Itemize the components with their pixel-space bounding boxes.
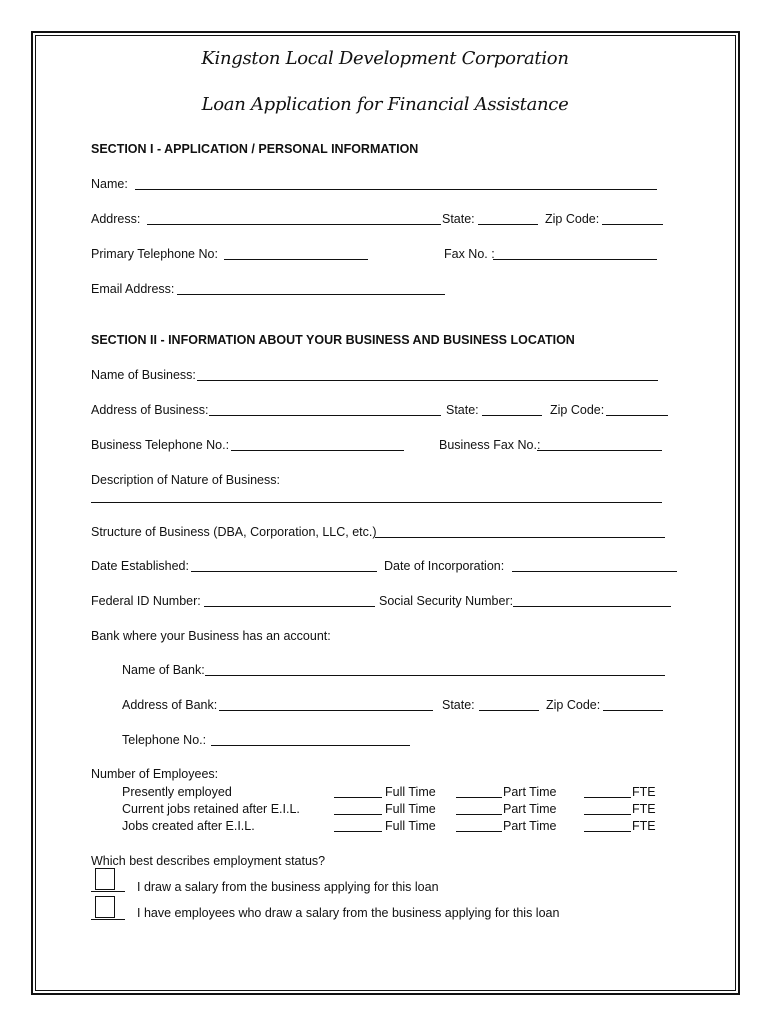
business-address-label: Address of Business: — [91, 403, 209, 417]
bank-state-label: State: — [442, 698, 475, 712]
zip-field[interactable] — [602, 224, 663, 225]
bank-name-field[interactable] — [205, 675, 665, 676]
structure-label: Structure of Business (DBA, Corporation, LLC, etc.) — [91, 525, 377, 539]
retained-fte-field[interactable] — [584, 814, 631, 815]
bank-name-label: Name of Bank: — [122, 663, 205, 677]
address-label: Address: — [91, 212, 141, 226]
business-zip-label: Zip Code: — [550, 403, 605, 417]
full-time-label: Full Time — [385, 819, 436, 833]
full-time-label: Full Time — [385, 785, 436, 799]
bank-intro: Bank where your Business has an account: — [91, 629, 331, 643]
email-label: Email Address: — [91, 282, 175, 296]
employees-heading: Number of Employees: — [91, 767, 219, 781]
phone-label: Primary Telephone No: — [91, 247, 218, 261]
structure-field[interactable] — [375, 537, 665, 538]
salary-checkbox[interactable] — [95, 868, 115, 890]
bank-state-field[interactable] — [479, 710, 539, 711]
federal-id-field[interactable] — [204, 606, 375, 607]
salary-option-label: I draw a salary from the business applying for this loan — [137, 880, 439, 894]
business-name-label: Name of Business: — [91, 368, 196, 382]
phone-field[interactable] — [224, 259, 368, 260]
part-time-label: Part Time — [503, 819, 557, 833]
created-fte-field[interactable] — [584, 831, 631, 832]
business-fax-field[interactable] — [537, 450, 662, 451]
form-title: Loan Application for Financial Assistance — [201, 94, 569, 115]
created-part-time-field[interactable] — [456, 831, 502, 832]
employee-row-label: Current jobs retained after E.I.L. — [122, 802, 300, 816]
page-border-inner — [35, 35, 736, 991]
bank-zip-label: Zip Code: — [546, 698, 601, 712]
date-incorporation-label: Date of Incorporation: — [384, 559, 505, 573]
checkbox-underline — [91, 919, 125, 920]
presently-full-time-field[interactable] — [334, 797, 382, 798]
date-established-field[interactable] — [191, 571, 377, 572]
address-field[interactable] — [147, 224, 441, 225]
section-2-heading: SECTION II - INFORMATION ABOUT YOUR BUSINESS AND BUSINESS LOCATION — [91, 333, 575, 347]
part-time-label: Part Time — [503, 802, 557, 816]
presently-part-time-field[interactable] — [456, 797, 502, 798]
business-name-field[interactable] — [197, 380, 658, 381]
date-incorporation-field[interactable] — [512, 571, 677, 572]
fax-field[interactable] — [493, 259, 657, 260]
business-phone-label: Business Telephone No.: — [91, 438, 230, 452]
ssn-field[interactable] — [513, 606, 671, 607]
fte-label: FTE — [632, 819, 656, 833]
bank-phone-field[interactable] — [211, 745, 410, 746]
state-label: State: — [442, 212, 475, 226]
business-state-field[interactable] — [482, 415, 542, 416]
date-established-label: Date Established: — [91, 559, 189, 573]
ssn-label: Social Security Number: — [379, 594, 514, 608]
business-phone-field[interactable] — [231, 450, 404, 451]
retained-part-time-field[interactable] — [456, 814, 502, 815]
retained-full-time-field[interactable] — [334, 814, 382, 815]
fte-label: FTE — [632, 785, 656, 799]
zip-label: Zip Code: — [545, 212, 600, 226]
bank-zip-field[interactable] — [603, 710, 663, 711]
name-label: Name: — [91, 177, 128, 191]
full-time-label: Full Time — [385, 802, 436, 816]
section-1-heading: SECTION I - APPLICATION / PERSONAL INFORMATION — [91, 142, 419, 156]
employment-status-question: Which best describes employment status? — [91, 854, 326, 868]
business-state-label: State: — [446, 403, 479, 417]
bank-address-field[interactable] — [219, 710, 433, 711]
employee-row-label: Presently employed — [122, 785, 232, 799]
description-field[interactable] — [91, 502, 662, 503]
fte-label: FTE — [632, 802, 656, 816]
name-field[interactable] — [135, 189, 657, 190]
federal-id-label: Federal ID Number: — [91, 594, 201, 608]
business-fax-label: Business Fax No.: — [439, 438, 541, 452]
email-field[interactable] — [177, 294, 445, 295]
employees-salary-option-label: I have employees who draw a salary from the business applying for this loan — [137, 906, 560, 920]
fax-label: Fax No. : — [444, 247, 495, 261]
business-address-field[interactable] — [209, 415, 441, 416]
employee-row-label: Jobs created after E.I.L. — [122, 819, 255, 833]
checkbox-underline — [91, 891, 125, 892]
presently-fte-field[interactable] — [584, 797, 631, 798]
created-full-time-field[interactable] — [334, 831, 382, 832]
business-zip-field[interactable] — [606, 415, 668, 416]
employees-salary-checkbox[interactable] — [95, 896, 115, 918]
state-field[interactable] — [478, 224, 538, 225]
org-title: Kingston Local Development Corporation — [201, 48, 569, 69]
part-time-label: Part Time — [503, 785, 557, 799]
bank-address-label: Address of Bank: — [122, 698, 218, 712]
bank-phone-label: Telephone No.: — [122, 733, 207, 747]
description-label: Description of Nature of Business: — [91, 473, 280, 487]
